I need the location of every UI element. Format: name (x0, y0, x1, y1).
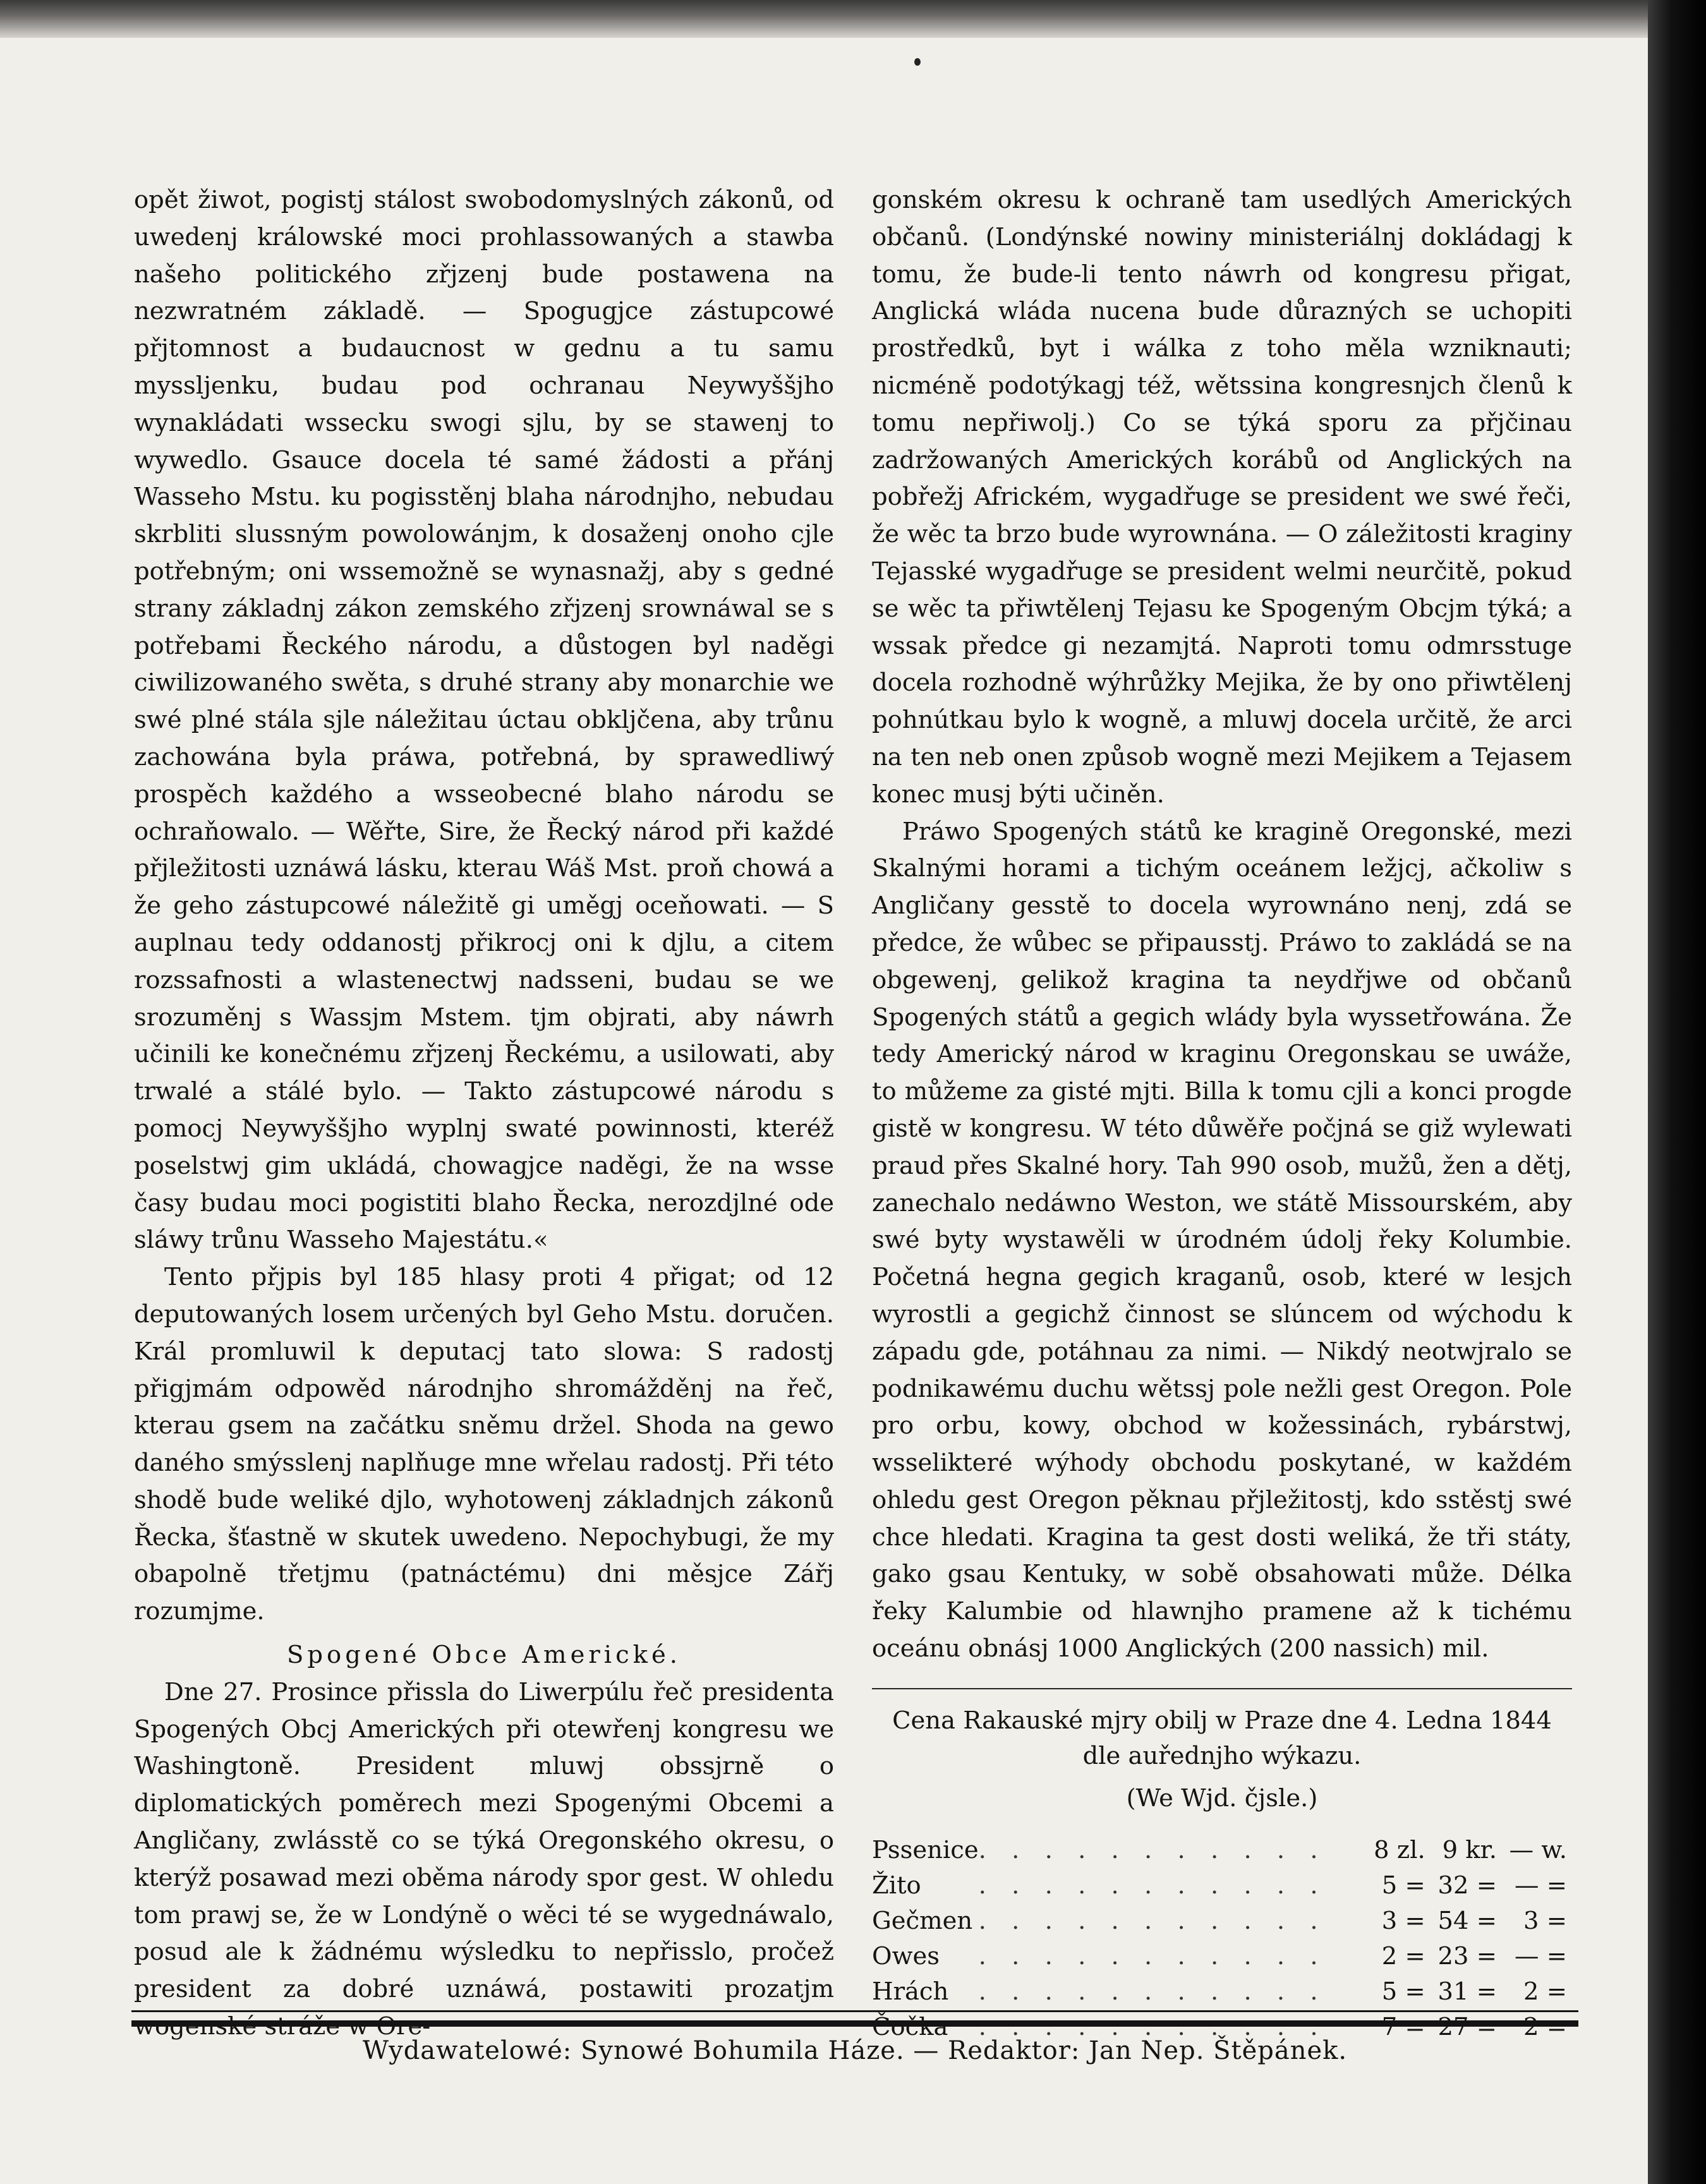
grain-name: Gečmen (872, 1906, 973, 1935)
price-zl: 8 zl. (1374, 1835, 1425, 1864)
grain-name: Hrách (872, 1977, 949, 2006)
left-paragraph-3: Dne 27. Prosince přissla do Liwerpúlu řeč presidenta Spogených Obcj Amerických při otewřenj kongresu we Washingtoně. President mluwj obssjrně o diplomatických poměrech mezi Spogenými Obcemi a Angličany, zwlásstě co se týká Oregonského okresu, o kterýž posawad mezi oběma národy spor gest. W ohledu tom prawj se, že w Londýně o wěci té se wygednáwalo, posud ale k žádnému wýsledku to nepřisslo, pročež president za dobré uznáwá, postawiti prozatjm wogenské stráže w Ore- (134, 1677, 834, 2041)
price-zl: 5 = (1381, 1871, 1425, 1900)
price-divider (872, 1688, 1572, 1689)
right-paragraph-2: Práwo Spogených států ke kragině Oregonské, mezi Skalnými horami a tichým oceánem ležjcj, ačkoliw s Angličany gesstě to docela wyrownáno nenj, zdá se předce, že wůbec se připausstj. Práwo to zakládá se na obgewenj, gelikož kragina ta neydřjwe od občanů Spogených států a gegich wlády byla wyssetřowána. Že tedy Americký národ w kraginu Oregonskau se uwáže, to můžeme za gisté mjti. Billa k tomu cjli a konci progde gistě w kongresu. W této důwěře počjná se giž wylewati praud přes Skalné hory. Tah 990 osob, mužů, žen a dětj, zanechalo nedáwno Weston, we státě Missourském, aby swé byty wystawěli w úrodném údolj řeky Kolumbie. Početná hegna gegich kraganů, osob, které w lesjch wyrostli a gegichž činnost se slúncem od wýchodu k západu gde, potáhnau za nimi. — Nikdý neotwjralo se podnikawému duchu wětssj pole nežli gest Oregon. Pole pro orbu, kowy, obchod w kožessinách, rybárstwj, wsselikteré wýhody obchodu poskytané, w každém ohledu gest Oregon pěknau přjležitostj, kdo sstěstj swé chce hledati. Kragina ta gest dosti weliká, že tři státy, gako gsau Kentuky, w sobě obsahowati může. Délka řeky Kalumbie od hlawnjho pramene až k tichému oceánu obnásj 1000 Anglických (200 nassich) mil. (872, 817, 1572, 1663)
price-zl: 7 = (1381, 2012, 1425, 2041)
price-kr: 27 = (1437, 2012, 1497, 2041)
price-kr: 32 = (1437, 1871, 1497, 1900)
price-kr: 31 = (1437, 1977, 1497, 2006)
price-den: 2 = (1523, 2012, 1567, 2041)
price-row (872, 1903, 1572, 1939)
left-column (134, 182, 834, 2046)
right-column (872, 182, 1572, 2045)
price-kr: 9 kr. (1442, 1835, 1497, 1864)
footer-double-rule (131, 2010, 1578, 2027)
scan-top-edge (0, 0, 1648, 38)
price-row (872, 1974, 1572, 2010)
grain-name: Žito (872, 1871, 921, 1900)
price-den: — w. (1509, 1835, 1567, 1864)
price-den: 3 = (1523, 1906, 1567, 1935)
leader-dots: . . . . . . . . . . . (978, 1941, 1327, 1970)
scan-right-edge (1648, 0, 1706, 2184)
leader-dots: . . . . . . . . . . . (978, 1835, 1327, 1864)
price-den: — = (1515, 1871, 1567, 1900)
price-zl: 3 = (1381, 1906, 1425, 1935)
leader-dots: . . . . . . . . . . . (978, 2012, 1327, 2041)
publisher-line: Wydawatelowé: Synowé Bohumila Háze. — Redaktor: Jan Nep. Štěpánek. (362, 2036, 1348, 2065)
price-report-title: Cena Rakauské mjry obilj w Praze dne 4. Ledna 1844 dle auřednjho wýkazu. (892, 1706, 1552, 1770)
grain-name: Čočka (872, 2012, 948, 2041)
price-row (872, 1833, 1572, 1868)
right-paragraph-1: gonském okresu k ochraně tam usedlých Amerických občanů. (Londýnské nowiny ministeriálnj dokládagj k tomu, že bude-li tento náwrh od kongresu přigat, Anglická wláda nucena bude důrazných se uchopiti prostředků, byt i wálka z toho měla wzniknauti; nicméně podotýkagj též, wětssina kongresnjch členů k tomu nepřiwolj.) Co se týká sporu za přjčinau zadržowaných Amerických korábů od Anglických na pobřežj Africkém, wygadřuge se president we swé řeči, že wěc ta brzo bude wyrownána. — O záležitosti kraginy Tejasské wygadřuge se president welmi neurčitě, pokud se wěc ta přiwtělenj Tejasu ke Spogeným Obcjm týká; a wssak předce gi nezamjtá. Naproti tomu odmrsstuge docela rozhodně wýhrůžky Mejika, že by ono přiwtělenj pohnútkau bylo k wogně, a mluwj docela určitě, že arci na ten neb onen způsob wogně mezi Mejikem a Tejasem konec musj býti učiněn. (872, 186, 1572, 809)
section-heading: Spogené Obce Americké. (287, 1641, 681, 1670)
left-paragraph-1: opět žiwot, pogistj stálost swobodomyslných zákonů, od uwedenj králowské moci prohlassowaných a stawba našeho politického zřjzenj bude postawena na nezwratném základě. — Spogugjce zástupcowé přjtomnost a budaucnost w gednu a tu samu myssljenku, budau pod ochranau Neywyššjho wynakládati wssecku swogi sjlu, by se stawenj to wywedlo. Gsauce docela té samé žádosti a přánj Wasseho Mstu. ku pogisstěnj blaha národnjho, nebudau skrbliti slussným powolowánjm, k dosaženj onoho cjle potřebným; oni wssemožně se wynasnažj, aby s gedné strany základnj zákon zemského zřjzenj srownáwal se s potřebami Řeckého národu, a důstogen byl naděgi ciwilizowaného swěta, s druhé strany aby monarchie we swé plné stála sjle náležitau úctau obkljčena, aby trůnu zachowána byla práwa, potřebná, by sprawedliwý prospěch každého a wsseobecné blaho národu se ochraňowalo. — Wěřte, Sire, že Řecký národ při každé přjležitosti uznáwá lásku, kterau Wáš Mst. proň chowá a že geho zástupcowé náležitě gi uměgj oceňowati. — S auplnau tedy oddanostj přikrocj oni k djlu, a citem rozssafnosti a wlastenectwj nadsseni, budau se we srozuměnj s Wassjm Mstem. tjm objrati, aby náwrh učinili ke konečnému zřjzenj Řeckému, a usilowati, aby trwalé a stálé bylo. — Takto zástupcowé národu s pomocj Neywyššjho wyplnj swaté powinnosti, kteréž poselstwj gim ukládá, chowagjce naděgi, že na wsse časy budau moci pogistiti blaho Řecka, nerozdjlné ode sláwy trůnu Wasseho Majestátu.« (134, 186, 834, 1255)
price-kr: 23 = (1437, 1941, 1497, 1970)
price-row (872, 1939, 1572, 1974)
price-den: 2 = (1523, 1977, 1567, 2006)
leader-dots: . . . . . . . . . . . (978, 1871, 1327, 1900)
grain-name: Owes (872, 1941, 940, 1970)
leader-dots: . . . . . . . . . . . (978, 1906, 1327, 1935)
grain-name: Pssenice (872, 1835, 979, 1864)
leader-dots: . . . . . . . . . . . (978, 1977, 1327, 2006)
price-row (872, 1868, 1572, 1903)
price-report-subtitle: (We Wjd. čjsle.) (1126, 1783, 1318, 1813)
left-paragraph-2: Tento přjpis byl 185 hlasy proti 4 přigat; od 12 deputowaných losem určených byl Geho Mstu. doručen. Král promluwil k deputacj tato slowa: S radostj přigjmám odpowěd národnjho shromážděnj na řeč, kterau gsem na začátku sněmu držel. Shoda na gewo daného smýsslenj naplňuge mne wřelau radostj. Při této shodě bude weliké djlo, wyhotowenj základnjch zákonů Řecka, šťastně w skutek uwedeno. Nepochybugi, že my obapolně třetjmu (patnáctému) dni měsjce Zářj rozumjme. (134, 1263, 834, 1626)
price-kr: 54 = (1437, 1906, 1497, 1935)
price-zl: 5 = (1381, 1977, 1425, 2006)
ink-dot (914, 58, 921, 66)
price-den: — = (1515, 1941, 1567, 1970)
price-zl: 2 = (1381, 1941, 1425, 1970)
